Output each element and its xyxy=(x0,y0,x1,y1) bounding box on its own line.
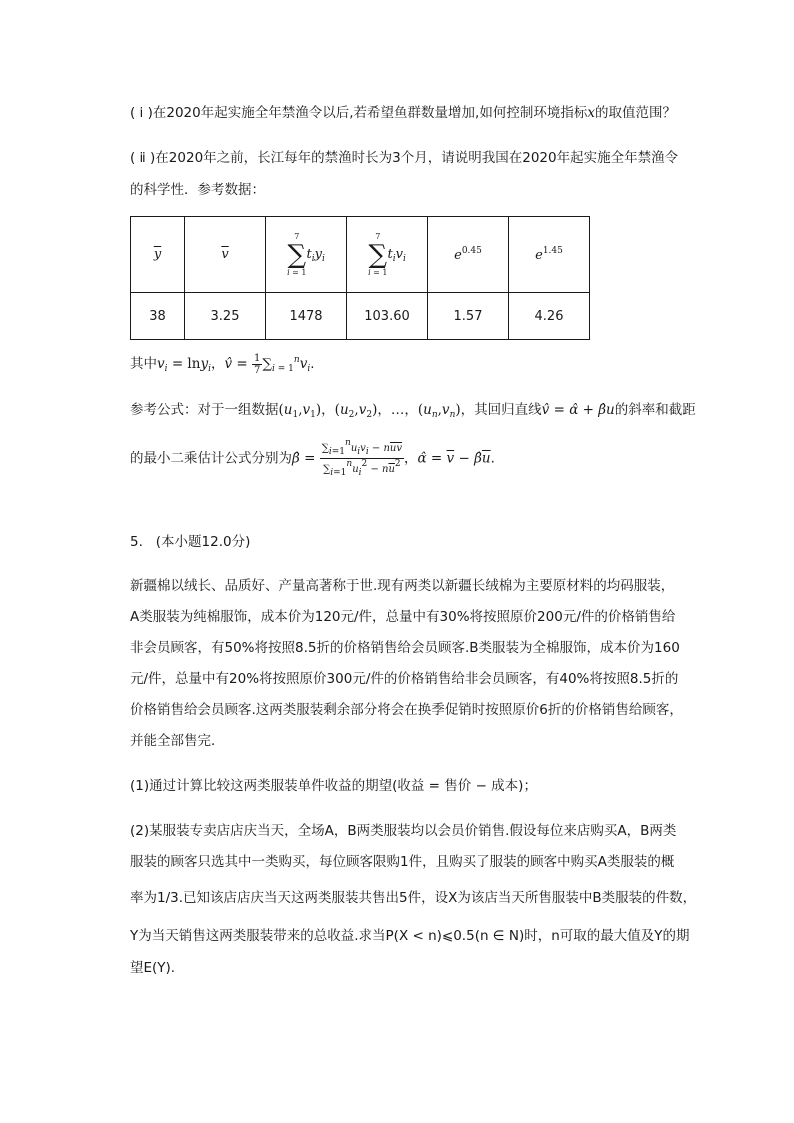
header-e-045: $e^{0.45}$ xyxy=(428,217,509,293)
part-2-line-1: (2)某服装专卖店店庆当天，全场A，B两类服装均以会员价销售.假设每位来店购买A，B两类 xyxy=(130,823,677,839)
ref-text-1c: 的斜率和截距 xyxy=(614,402,696,418)
ref-formula-line2: 的最小二乘估计公式分别为β̂ = $\frac{\sum i=1nuivi - n\overline{uv}}{\sum i=1nui2 - n\overline{u}2}$ ，α̂ = $\overline{v}$ − $\betâ\overline{u}$. xyxy=(130,438,495,478)
header-v-bar: $\overline{v}$ xyxy=(185,217,266,293)
sub-question-i xyxy=(130,103,676,123)
ref-text-2a: 的最小二乘估计公式分别为 xyxy=(130,450,292,467)
sub-label-ii: ( ⅱ ) xyxy=(130,150,156,166)
value-sum-tv: 103.60 xyxy=(347,293,428,340)
table-note: 其中$v_i = \ln y_i$，v̂ = $\frac{1}{7}$ $\sum_{i = 1}^nv_i$. xyxy=(130,352,315,376)
ref-text-1a: 参考公式：对于一组数据 xyxy=(130,402,279,418)
value-v-bar: 3.25 xyxy=(185,293,266,340)
stem-line-5: 价格销售给会员顾客.这两类服装剩余部分将会在换季促销时按照原价6折的价格销售给顾客， xyxy=(130,702,683,718)
stem-line-1: 新疆棉以绒长、品质好、产量高著称于世.现有两类以新疆长绒棉为主要原材料的均码服装， xyxy=(130,578,675,594)
question-5-header xyxy=(130,532,250,552)
sub-text-i-a: 在2020年起实施全年禁渔令以后,若希望鱼群数量增加,如何控制环境指标 xyxy=(152,105,588,121)
stem-line-4: 元/件，总量中有20%将按照原价300元/件的价格销售给非会员顾客，有40%将按照8.5折的 xyxy=(130,671,679,687)
part-2-line-4: Y为当天销售这两类服装带来的总收益.求当P(X < n)⩽0.5(n ∈ N)时，n可取的最大值及Y的期 xyxy=(130,928,690,944)
var-x: x xyxy=(587,105,595,121)
value-e-045: 1.57 xyxy=(428,293,509,340)
header-sum-tv: 7 ∑ i = 1 $t_iv_i$ xyxy=(347,217,428,293)
stem-line-3: 非会员顾客，有50%将按照8.5折的价格销售给会员顾客.B类服装为全棉服饰，成本价为160 xyxy=(130,640,680,656)
sub-text-ii-line2: 的科学性．参考数据： xyxy=(130,182,265,198)
header-sum-ty: 7 ∑ i = 1 $t_iy_i$ xyxy=(266,217,347,293)
part-2-line-2: 服装的顾客只选其中一类购买，每位顾客限购1件，且购买了服装的顾客中购买A类服装的概 xyxy=(130,854,675,870)
value-sum-ty: 1478 xyxy=(266,293,347,340)
note-prefix: 其中 xyxy=(130,356,157,372)
sub-question-ii xyxy=(130,148,678,168)
header-y-bar: $\overline{y}$ xyxy=(131,217,185,293)
part-2-line-5: 望E(Y). xyxy=(130,960,176,976)
value-e-145: 4.26 xyxy=(509,293,590,340)
part-2-line-3: 率为1/3.已知该店店庆当天这两类服装共售出5件，设X为该店当天所售服装中B类服装的件数， xyxy=(130,890,697,906)
question-meta: (本小题12.0分) xyxy=(155,534,251,550)
stem-line-2: A类服装为纯棉服饰，成本价为120元/件，总量中有30%将按照原价200元/件的价格销售给 xyxy=(130,609,676,625)
ref-formula-line1: 参考公式：对于一组数据$(u_1,v_1)$，$(u_2,v_2)$，…，$(u_n,v_n)$，其回归直线v̂ = α̂ + β̂u的斜率和截距 xyxy=(130,402,696,420)
sub-text-ii-line1: 在2020年之前，长江每年的禁渔时长为3个月，请说明我国在2020年起实施全年禁渔令 xyxy=(155,150,679,166)
stem-line-6: 并能全部售完． xyxy=(130,733,225,749)
question-number: 5. xyxy=(130,534,143,550)
part-1: (1)通过计算比较这两类服装单件收益的期望(收益 = 售价 − 成本)； xyxy=(130,778,537,794)
sub-text-i-b: 的取值范围？ xyxy=(594,105,676,121)
value-y-bar: 38 xyxy=(131,293,185,340)
sub-label-i: ( ⅰ ) xyxy=(130,105,153,121)
ref-text-1b: 其回归直线 xyxy=(474,402,542,418)
header-e-145: $e^{1.45}$ xyxy=(509,217,590,293)
reference-data-table xyxy=(130,216,590,340)
